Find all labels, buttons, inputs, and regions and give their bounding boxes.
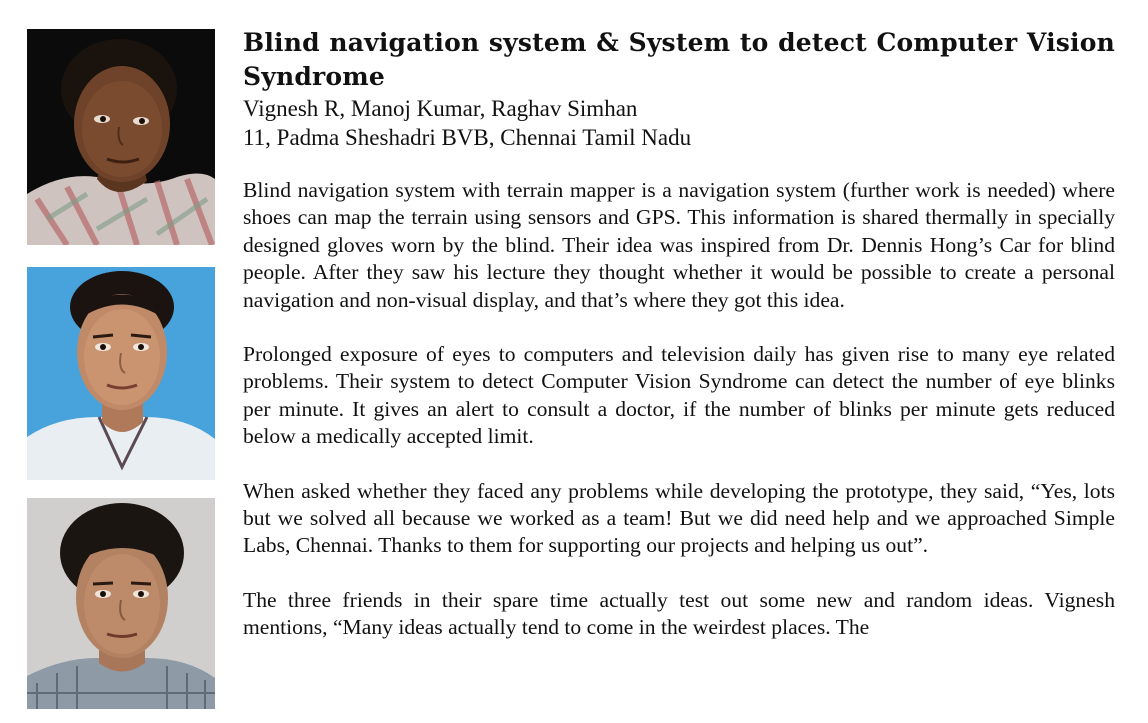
portrait-image	[27, 498, 215, 709]
portrait-image	[27, 267, 215, 480]
article-paragraph: When asked whether they faced any problems while developing the prototype, they said, “Yes, lots but we solved all because we worked as a team! But we did need help and we approached Simple Labs, Chennai. Thanks to them for supporting our projects and helping us out”.	[243, 478, 1115, 558]
article-paragraph: The three friends in their spare time actually test out some new and random ideas. Vignesh mentions, “Many ideas actually tend to come in the weirdest places. The	[243, 587, 1115, 640]
student-portrait-1	[27, 29, 215, 245]
student-portrait-3	[27, 498, 215, 709]
article-title: Blind navigation system & System to detect Computer Vision Syndrome	[243, 28, 1115, 91]
portrait-image	[27, 29, 215, 245]
article-affiliation: 11, Padma Sheshadri BVB, Chennai Tamil Nadu	[243, 125, 692, 150]
article-paragraph: Blind navigation system with terrain mapper is a navigation system (further work is needed) where shoes can map the terrain using sensors and GPS. This information is shared thermally in specially designed gloves worn by the blind. Their idea was inspired from Dr. Dennis Hong’s Car for blind people. After they saw his lecture they thought whether it would be possible to create a personal navigation and non-visual display, and that’s where they got this idea.	[243, 178, 1115, 312]
article	[243, 26, 1115, 642]
article-authors: Vignesh R, Manoj Kumar, Raghav Simhan	[243, 96, 638, 121]
student-portrait-2	[27, 267, 215, 480]
article-paragraph: Prolonged exposure of eyes to computers and television daily has given rise to many eye related problems. Their system to detect Computer Vision Syndrome can detect the number of eye blinks per minute. It gives an alert to consult a doctor, if the number of blinks per minute gets reduced below a medically accepted limit.	[243, 342, 1115, 449]
